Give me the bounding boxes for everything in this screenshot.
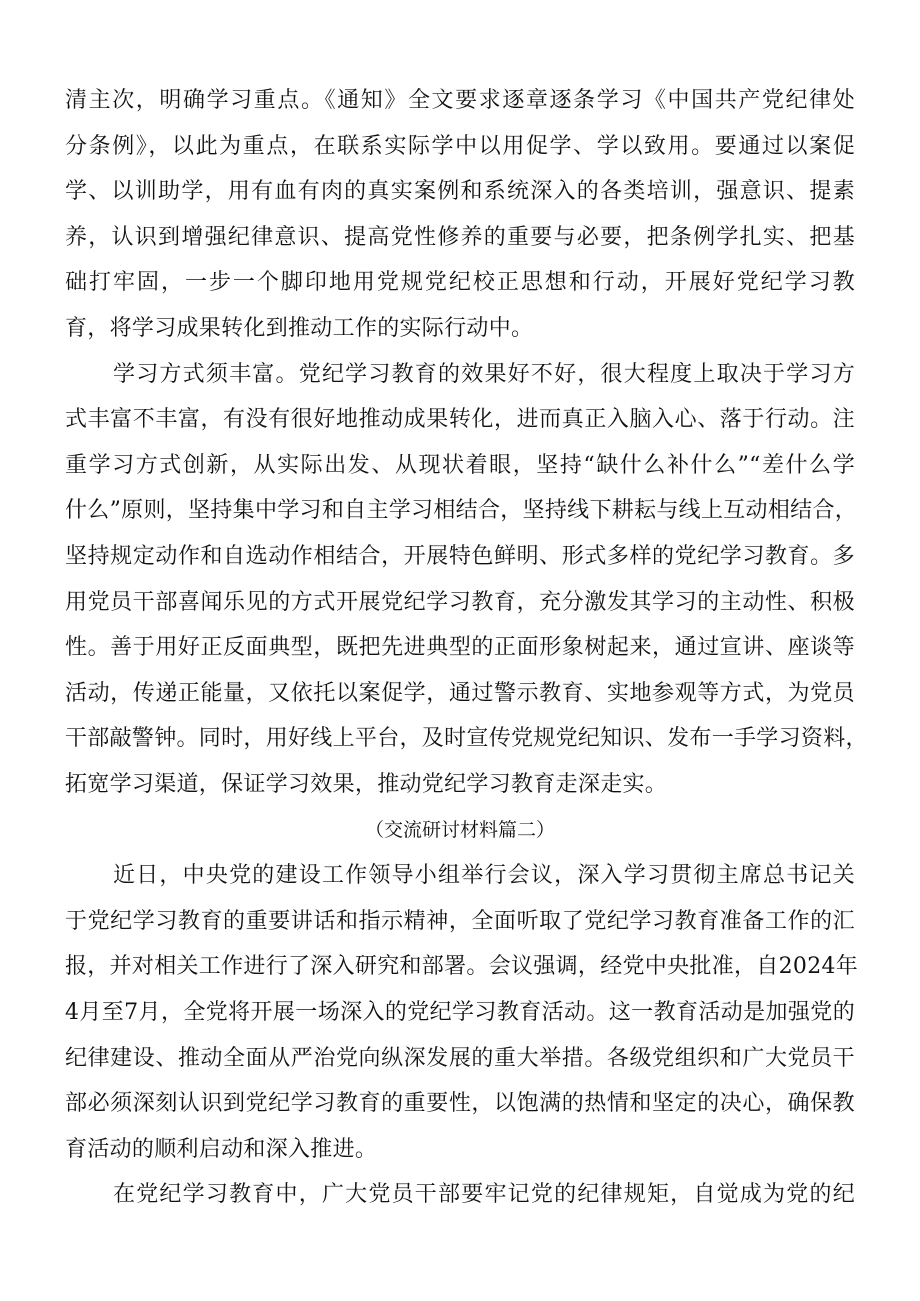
text-line: 什么”原则，坚持集中学习和自主学习相结合，坚持线下耕耘与线上互动相结合，: [65, 498, 858, 524]
text-line: 干部敲警钟。同时，用好线上平台，及时宣传党规党纪知识、发布一手学习资料，: [65, 726, 868, 752]
text-line: 育，将学习成果转化到推动工作的实际行动中。: [65, 316, 534, 341]
text-line: 4月至7月，全党将开展一场深入的党纪学习教育活动。这一教育活动是加强党的: [65, 1000, 855, 1025]
text-line: 重学习方式创新，从实际出发、从现状着眼，坚持“缺什么补什么”“差什么学: [65, 452, 855, 478]
text-line: 育活动的顺利启动和深入推进。: [65, 1136, 378, 1162]
text-line: 活动，传递正能量，又依托以案促学，通过警示教育、实地参观等方式，为党员: [65, 680, 855, 706]
text-line: 式丰富不丰富，有没有很好地推动成果转化，进而真正入脑入心、落于行动。注: [65, 407, 855, 433]
text-line: 性。善于用好正反面典型，既把先进典型的正面形象树起来，通过宣讲、座谈等: [65, 635, 855, 661]
text-line: 用党员干部喜闻乐见的方式开展党纪学习教育，充分激发其学习的主动性、积极: [65, 589, 855, 615]
text-line: 报，并对相关工作进行了深入研究和部署。会议强调，经党中央批准，自2024年: [65, 954, 859, 980]
text-line: 清主次，明确学习重点。《通知》全文要求逐章逐条学习《中国共产党纪律处: [65, 88, 855, 113]
text-line: 于党纪学习教育的重要讲话和指示精神，全面听取了党纪学习教育准备工作的汇: [65, 908, 855, 934]
text-line: 纪律建设、推动全面从严治党向纵深发展的重大举措。各级党组织和广大党员干: [65, 1045, 855, 1071]
text-line: 分条例》，以此为重点，在联系实际学中以用促学、学以致用。要通过以案促: [65, 133, 855, 159]
text-line: 学、以训助学，用有血有肉的真实案例和系统深入的各类培训，强意识、提素: [65, 179, 855, 205]
text-line: 拓宽学习渠道，保证学习效果，推动党纪学习教育走深走实。: [65, 772, 668, 797]
text-line: 坚持规定动作和自选动作相结合，开展特色鲜明、形式多样的党纪学习教育。多: [65, 544, 855, 569]
paragraph-first-line: 在党纪学习教育中，广大党员干部要牢记党的纪律规矩，自觉成为党的纪: [113, 1182, 855, 1208]
text-line: 部必须深刻认识到党纪学习教育的重要性，以饱满的热情和坚定的决心，确保教: [65, 1091, 855, 1117]
paragraph-first-line: 近日，中央党的建设工作领导小组举行会议，深入学习贯彻主席总书记关: [113, 863, 855, 889]
text-line: 础打牢固，一步一个脚印地用党规党纪校正思想和行动，开展好党纪学习教: [65, 270, 855, 296]
text-line: 养，认识到增强纪律意识、提高党性修养的重要与必要，把条例学扎实、把基: [65, 224, 855, 250]
section-heading: （交流研讨材料篇二）: [364, 818, 555, 841]
paragraph-first-line: 学习方式须丰富。党纪学习教育的效果好不好，很大程度上取决于学习方: [113, 361, 855, 387]
